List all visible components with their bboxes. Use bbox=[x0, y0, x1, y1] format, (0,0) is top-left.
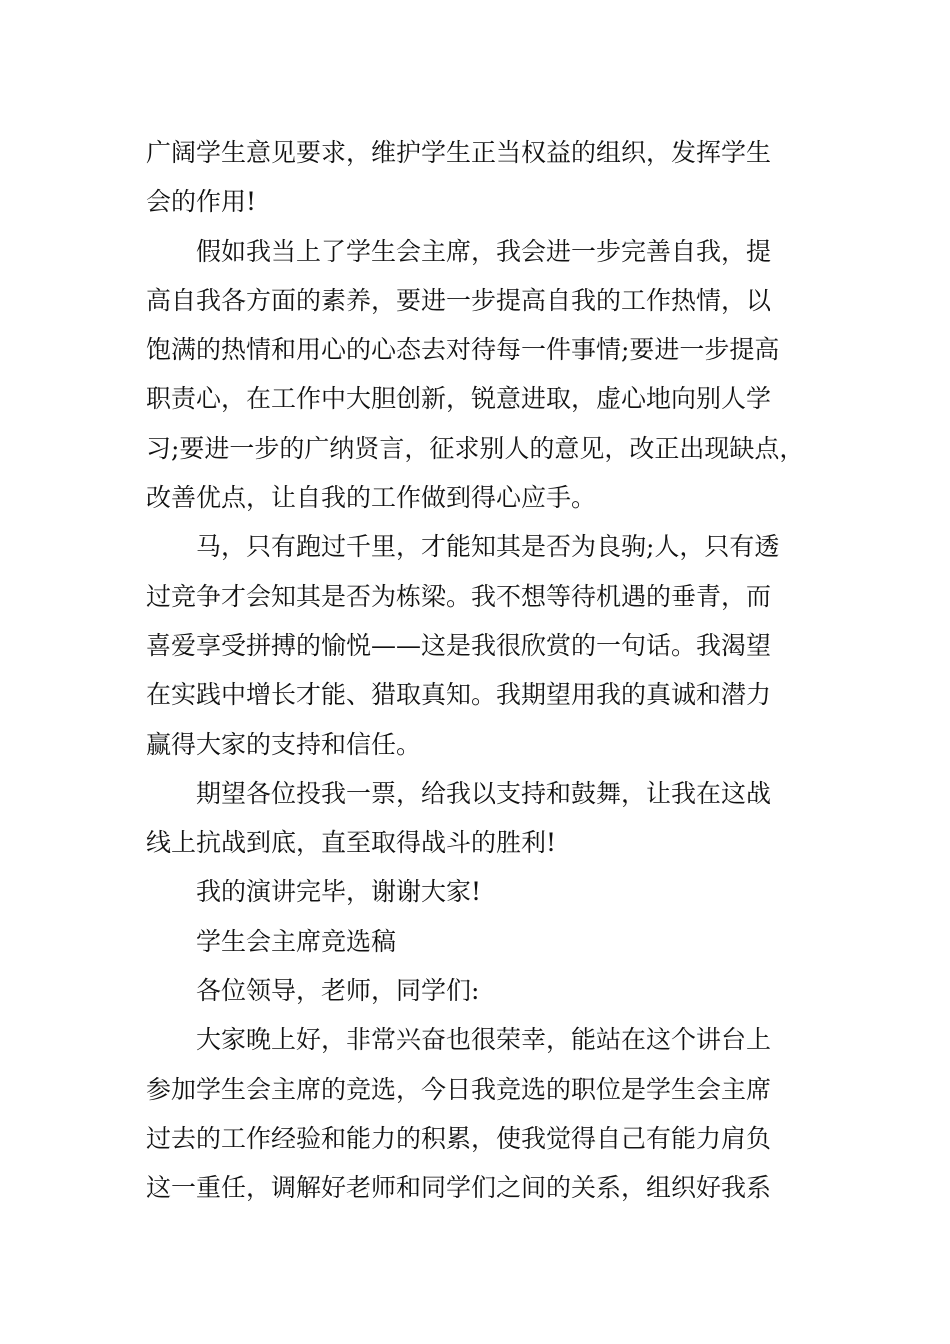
text-line: 改善优点，让自我的工作做到得心应手。 bbox=[146, 483, 597, 513]
text-line: 期望各位投我一票，给我以支持和鼓舞，让我在这战 bbox=[196, 778, 772, 808]
text-line: 赢得大家的支持和信任。 bbox=[146, 729, 422, 759]
text-line: 马，只有跑过千里，才能知其是否为良驹;人，只有透 bbox=[196, 532, 780, 562]
document-body bbox=[146, 128, 826, 1213]
text-line: 我的演讲完毕，谢谢大家! bbox=[196, 877, 482, 907]
text-line: 线上抗战到底，直至取得战斗的胜利! bbox=[146, 828, 557, 858]
text-line: 广阔学生意见要求，维护学生正当权益的组织，发挥学生 bbox=[146, 138, 772, 167]
text-line: 学生会主席竞选稿 bbox=[196, 926, 397, 956]
text-line: 喜爱享受拼搏的愉悦——这是我很欣赏的一句话。我渴望 bbox=[146, 630, 772, 660]
text-line: 在实践中增长才能、猎取真知。我期望用我的真诚和潜力 bbox=[146, 680, 772, 710]
text-line: 假如我当上了学生会主席，我会进一步完善自我，提 bbox=[196, 236, 772, 266]
text-line: 参加学生会主席的竞选，今日我竞选的职位是学生会主席 bbox=[146, 1074, 772, 1104]
text-line: 饱满的热情和用心的心态去对待每一件事情;要进一步提高 bbox=[146, 335, 780, 365]
text-line: 职责心，在工作中大胆创新，锐意进取，虚心地向别人学 bbox=[146, 384, 772, 414]
text-line: 高自我各方面的素养，要进一步提高自我的工作热情，以 bbox=[146, 285, 772, 315]
text-line: 各位领导，老师，同学们: bbox=[196, 976, 480, 1006]
text-line: 大家晚上好，非常兴奋也很荣幸，能站在这个讲台上 bbox=[196, 1025, 772, 1055]
text-line: 会的作用! bbox=[146, 187, 257, 217]
text-line: 过去的工作经验和能力的积累，使我觉得自己有能力肩负 bbox=[146, 1123, 772, 1153]
text-line: 过竞争才会知其是否为栋梁。我不想等待机遇的垂青，而 bbox=[146, 581, 772, 611]
text-line: 习;要进一步的广纳贤言，征求别人的意见，改正出现缺点， bbox=[146, 433, 805, 463]
text-line: 这一重任，调解好老师和同学们之间的关系，组织好我系 bbox=[146, 1173, 772, 1203]
